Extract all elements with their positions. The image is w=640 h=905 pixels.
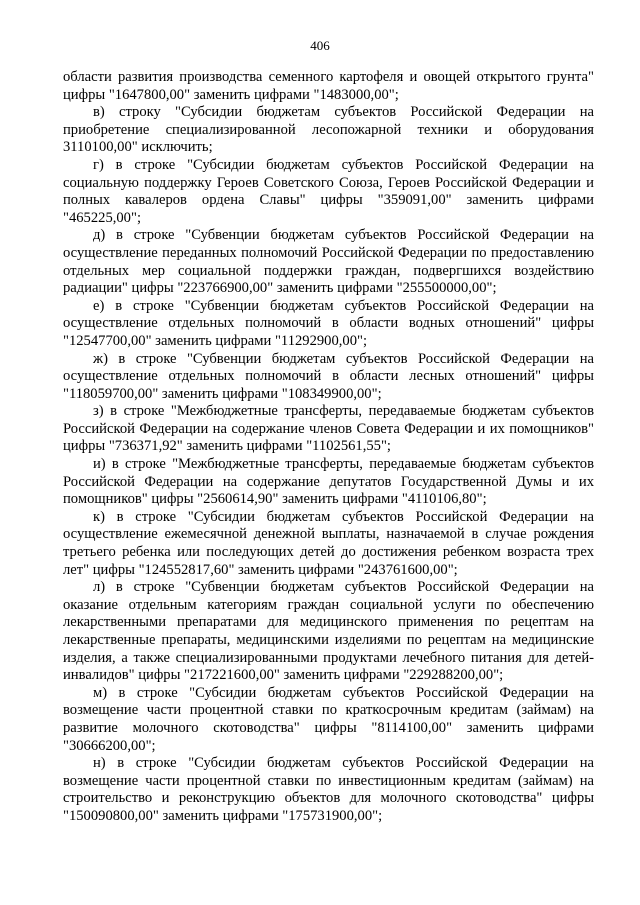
- page-number: 406: [310, 38, 330, 53]
- paragraph-item-v: в) строку "Субсидии бюджетам субъектов Российской Федерации на приобретение специализированной лесопожарной техники и оборудования 3110100,00" исключить;: [63, 104, 594, 156]
- paragraph-item-l: л) в строке "Субвенции бюджетам субъектов Российской Федерации на оказание отдельным категориям граждан социальной услуги по обеспечению лекарственными препаратами для медицинского применения по рецептам на лекарственные препараты, медицинскими изделиями по рецептам на медицинские изделия, а также специализированными продуктами лечебного питания для детей-инвалидов" цифры "217221600,00" заменить цифрами "229288200,00";: [63, 579, 594, 684]
- paragraph-item-zh: ж) в строке "Субвенции бюджетам субъектов Российской Федерации на осуществление отдельных полномочий в области лесных отношений" цифры "118059700,00" заменить цифрами "108349900,00";: [63, 350, 594, 402]
- paragraph-item-z: з) в строке "Межбюджетные трансферты, передаваемые бюджетам субъектов Российской Федерации на содержание членов Совета Федерации и их помощников" цифры "736371,92" заменить цифрами "1102561,55";: [63, 403, 594, 455]
- paragraph-item-k: к) в строке "Субсидии бюджетам субъектов Российской Федерации на осуществление ежемесячной денежной выплаты, назначаемой в случае рождения третьего ребенка или последующих детей до достижения ребенком возраста трех лет" цифры "124552817,60" заменить цифрами "243761600,00";: [63, 508, 594, 578]
- paragraph-continuation: области развития производства семенного картофеля и овощей открытого грунта" цифры "1647800,00" заменить цифрами "1483000,00";: [63, 69, 594, 103]
- paragraph-item-i: и) в строке "Межбюджетные трансферты, передаваемые бюджетам субъектов Российской Федерации на содержание депутатов Государственной Думы и их помощников" цифры "2560614,90" заменить цифрами "4110106,80";: [63, 456, 594, 508]
- paragraph-item-d: д) в строке "Субвенции бюджетам субъектов Российской Федерации на осуществление переданных полномочий Российской Федерации по предоставлению отдельных мер социальной поддержки граждан, подвергшихся воздействию радиации" цифры "223766900,00" заменить цифрами "255500000,00";: [63, 227, 594, 297]
- document-body: [63, 69, 594, 826]
- paragraph-item-n: н) в строке "Субсидии бюджетам субъектов Российской Федерации на возмещение части процентной ставки по инвестиционным кредитам (займам) на строительство и реконструкцию объектов для молочного скотоводства" цифры "150090800,00" заменить цифрами "175731900,00";: [63, 755, 594, 824]
- paragraph-item-e: е) в строке "Субвенции бюджетам субъектов Российской Федерации на осуществление отдельных полномочий в области водных отношений" цифры "12547700,00" заменить цифрами "11292900,00";: [63, 297, 594, 349]
- paragraph-item-g: г) в строке "Субсидии бюджетам субъектов Российской Федерации на социальную поддержку Героев Советского Союза, Героев Российской Федерации и полных кавалеров ордена Славы" цифры "359091,00" заменить цифрами "465225,00";: [63, 156, 594, 226]
- paragraph-item-m: м) в строке "Субсидии бюджетам субъектов Российской Федерации на возмещение части процентной ставки по краткосрочным кредитам (займам) на развитие молочного скотоводства" цифры "8114100,00" заменить цифрами "30666200,00";: [63, 684, 594, 754]
